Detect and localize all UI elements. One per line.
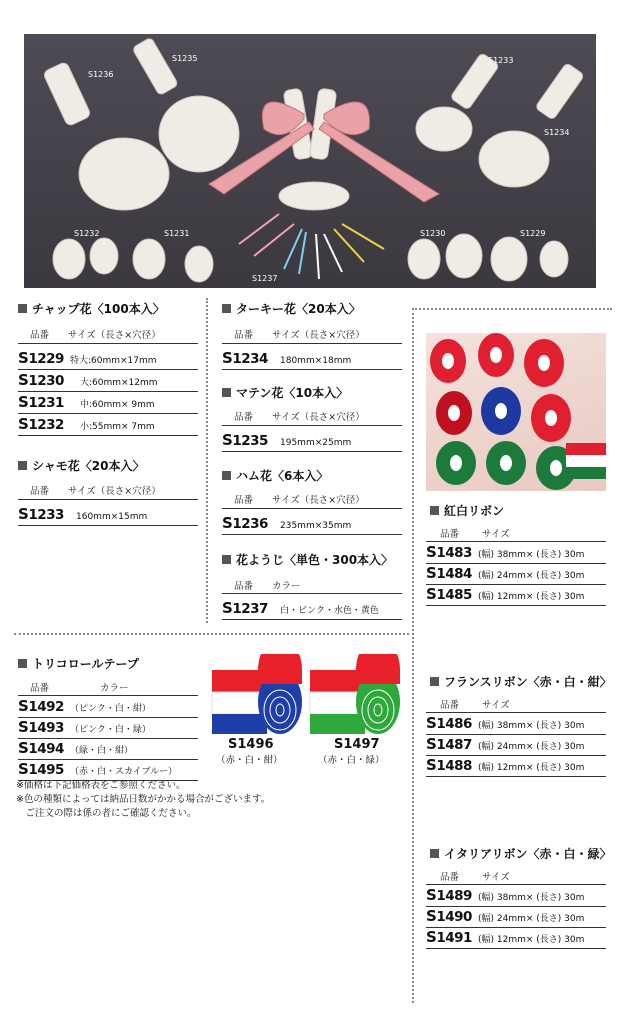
table-row: S1236 235mm×35mm [222,514,402,535]
column-header: 品番 [234,495,254,506]
section-title-ham: ハム花〈6本入〉 [222,467,328,484]
section-title-tricolore: トリコロールテープ [18,655,139,672]
column-header: 品番 [30,486,50,497]
column-header: 品番 [440,872,460,883]
column-header: サイズ（長さ×穴径） [272,412,365,423]
table-row: S1230 大:60mm×12mm [18,371,198,392]
table-row: S1233 160mm×15mm [18,505,198,526]
table-rule [222,343,402,344]
tape-roll-s1497 [308,654,403,736]
column-header: 品番 [440,529,460,540]
table-row: S1229 特大:60mm×17mm [18,349,198,370]
section-title-france: フランスリボン〈赤・白・紺〉 [430,673,612,690]
column-header: サイズ [482,700,510,711]
column-header: 品番 [30,683,50,694]
photo-label: S1236 [88,70,114,79]
divider [412,308,612,310]
note-line: ご注文の際は係の者にご確認ください。 [16,808,197,819]
table-row: S1483 (幅) 38mm× (長さ) 30m [426,543,606,564]
section-title-maten: マテン花〈10本入〉 [222,384,348,401]
square-bullet-icon [430,506,439,515]
square-bullet-icon [18,304,27,313]
table-rule [426,541,606,542]
table-rule [222,593,402,594]
table-rule [426,712,606,713]
section-title-shamo: シャモ花〈20本入〉 [18,457,144,474]
square-bullet-icon [18,659,27,668]
table-rule [222,508,402,509]
column-header: 品番 [440,700,460,711]
column-header: 品番 [234,412,254,423]
photo-label: S1234 [544,128,570,137]
square-bullet-icon [430,849,439,858]
photo-label: S1232 [74,229,100,238]
table-row: S1495 （赤・白・スカイブルー） [18,760,198,781]
section-title-kohaku: 紅白リボン [430,502,504,519]
photo-label: S1229 [520,229,546,238]
table-row: S1237 白・ピンク・水色・黄色 [222,599,402,620]
photo-label: S1230 [420,229,446,238]
table-row: S1235 195mm×25mm [222,431,402,452]
divider [14,633,409,635]
column-header: カラー [100,683,129,694]
divider [412,308,414,1003]
divider [206,298,208,623]
table-row: S1234 180mm×18mm [222,349,402,370]
roll-colors: （赤・白・紺） [216,755,283,766]
table-row: S1494 （緑・白・紺） [18,739,198,760]
table-rule [18,695,198,696]
section-title-hanayouji: 花ようじ〈単色・300本入〉 [222,551,393,568]
roll-code: S1497 [334,737,380,752]
ribbon-rolls-illustration [426,333,606,491]
table-rule [18,499,198,500]
column-header: サイズ [482,529,510,540]
column-header: サイズ（長さ×穴径） [272,330,365,341]
column-header: サイズ [482,872,510,883]
table-row: S1489 (幅) 38mm× (長さ) 30m [426,886,606,907]
square-bullet-icon [430,677,439,686]
roll-colors: （赤・白・緑） [318,755,385,766]
square-bullet-icon [222,471,231,480]
table-rule [426,884,606,885]
table-row: S1232 小:55mm× 7mm [18,415,198,436]
table-row: S1493 （ピンク・白・緑） [18,718,198,739]
square-bullet-icon [222,555,231,564]
table-row: S1492 （ピンク・白・紺） [18,697,198,718]
roll-code: S1496 [228,737,274,752]
photo-label: S1237 [252,274,278,283]
column-header: サイズ（長さ×穴径） [68,330,161,341]
table-row: S1485 (幅) 12mm× (長さ) 30m [426,585,606,606]
table-row: S1487 (幅) 24mm× (長さ) 30m [426,735,606,756]
product-photo [24,34,596,288]
table-row: S1488 (幅) 12mm× (長さ) 30m [426,756,606,777]
column-header: サイズ（長さ×穴径） [272,495,365,506]
section-title-italy: イタリアリボン〈赤・白・緑〉 [430,845,612,862]
photo-label: S1231 [164,229,190,238]
photo-label: S1233 [488,56,514,65]
section-title-chap: チャップ花〈100本入〉 [18,300,165,317]
column-header: サイズ（長さ×穴径） [68,486,161,497]
note-line: ※価格は下記価格表をご参照ください。 [16,780,186,791]
square-bullet-icon [222,304,231,313]
table-row: S1491 (幅) 12mm× (長さ) 30m [426,928,606,949]
table-row: S1490 (幅) 24mm× (長さ) 30m [426,907,606,928]
square-bullet-icon [222,388,231,397]
square-bullet-icon [18,461,27,470]
table-row: S1484 (幅) 24mm× (長さ) 30m [426,564,606,585]
column-header: 品番 [30,330,50,341]
table-rule [222,425,402,426]
photo-label: S1235 [172,54,198,63]
section-title-turkey: ターキー花〈20本入〉 [222,300,361,317]
tape-roll-s1496 [210,654,305,736]
column-header: カラー [272,581,301,592]
column-header: 品番 [234,581,254,592]
table-row: S1486 (幅) 38mm× (長さ) 30m [426,714,606,735]
table-rule [18,343,198,344]
ribbon-photo [426,333,606,491]
table-row: S1231 中:60mm× 9mm [18,393,198,414]
note-line: ※色の種類によっては納品日数がかかる場合がございます。 [16,794,271,805]
column-header: 品番 [234,330,254,341]
